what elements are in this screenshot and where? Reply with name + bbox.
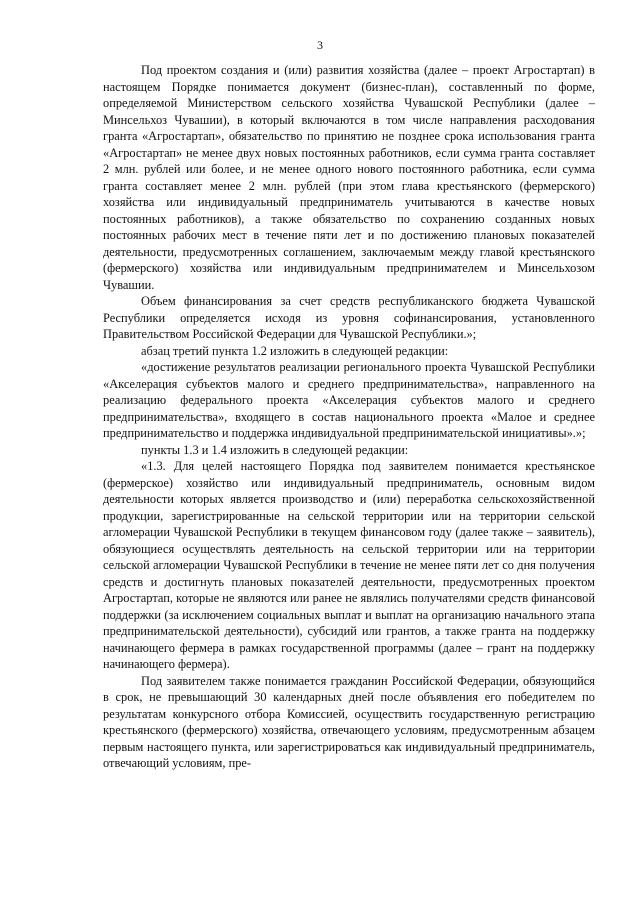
document-body xyxy=(103,62,595,772)
paragraph-regional-project: «достижение результатов реализации регионального проекта Чувашской Республики «Акселерация субъектов малого и среднего предпринимательства», направленного на реализацию федерального проекта «Акселерация субъектов малого и среднего предпринимательства», входящего в состав национального проекта «Малое и среднее предпринимательство и поддержка индивидуальной предпринимательской инициативы».»; xyxy=(103,360,595,440)
page-number: 3 xyxy=(317,38,323,52)
paragraph-agrostartup-definition: Под проектом создания и (или) развития хозяйства (далее – проект Агростартап) в настоящем Порядке понимается документ (бизнес-план), составленный по форме, определяемой Министерством сельского хозяйства Чувашской Республики (далее – Минсельхоз Чувашии), в который включаются в том числе направления расходования гранта «Агростартап», обязательство по принятию не позднее срока использования гранта «Агростартап» не менее двух новых постоянных работников, если сумма гранта составляет 2 млн. рублей или более, и не менее одного нового постоянного работника, если сумма гранта составляет менее 2 млн. рублей (при этом глава крестьянского (фермерского) хозяйства или индивидуальный предприниматель учитываются в качестве новых постоянных работников), а также обязательство по сохранению созданных новых постоянных рабочих мест в течение пяти лет и по достижению плановых показателей деятельности, предусмотренных соглашением, заключаемым между главой крестьянского (фермерского) хозяйства или индивидуальным предпринимателем и Минсельхозом Чувашии. xyxy=(103,63,595,292)
paragraph-amend-clause-1-2: абзац третий пункта 1.2 изложить в следующей редакции: xyxy=(141,343,449,358)
paragraph-amend-clauses-1-3-1-4: пункты 1.3 и 1.4 изложить в следующей редакции: xyxy=(141,442,409,457)
paragraph-applicant-citizen: Под заявителем также понимается гражданин Российской Федерации, обязующийся в срок, не превышающий 30 календарных дней после объявления его победителем по результатам конкурсного отбора Комиссией, осуществить государственную регистрацию крестьянского (фермерского) хозяйства, отвечающего условиям, предусмотренным абзацем первым настоящего пункта, или зарегистрироваться как индивидуальный предприниматель, отвечающий условиям, пре- xyxy=(103,673,595,770)
paragraph-funding-volume: Объем финансирования за счет средств республиканского бюджета Чувашской Республики определяется исходя из уровня софинансирования, установленного Правительством Российской Федерации для Чувашской Республики.»; xyxy=(103,294,595,341)
paragraph-clause-1-3: «1.3. Для целей настоящего Порядка под заявителем понимается крестьянское (фермерское) хозяйство или индивидуальный предприниматель, основным видом деятельности которых является производство и (или) переработка сельскохозяйственной продукции, зарегистрированные на сельской территории или на территории сельской агломерации Чувашской Республики в текущем финансовом году (далее также – заявитель), обязующиеся осуществлять деятельность на сельской территории или на территории сельской агломерации Чувашской Республики в течение не менее пяти лет со дня получения средств и достигнуть плановых показателей деятельности, предусмотренных проектом Агростартап, которые не являются или ранее не являлись получателями средств финансовой поддержки (за исключением социальных выплат и выплат на организацию начального этапа предпринимательской деятельности), субсидий или грантов, а также гранта на поддержку начинающего фермера в рамках государственной программы (далее – грант на поддержку начинающего фермера). xyxy=(103,459,595,671)
